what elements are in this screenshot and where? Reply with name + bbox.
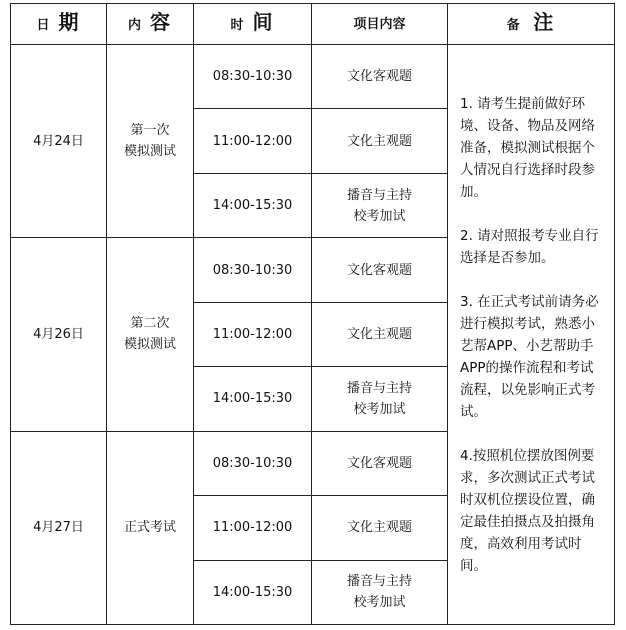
schedule-table: [10, 3, 615, 625]
item-cell: [312, 173, 448, 237]
content-cell: [107, 431, 194, 624]
time-cell: 14:00-15:30: [194, 367, 312, 431]
item-cell: [312, 431, 448, 495]
header-content: 内 容: [107, 4, 194, 45]
date-cell: 4月27日: [11, 431, 107, 624]
item-line: 文化主观题: [346, 326, 412, 342]
item-line: 文化主观题: [346, 133, 412, 149]
content-line: 第一次: [130, 123, 170, 139]
time-cell: 08:30-10:30: [194, 45, 312, 109]
item-cell: [312, 109, 448, 173]
header-item: 项目内容: [312, 4, 448, 45]
note-paragraph: 3. 在正式考试前请务必进行模拟考试，熟悉小艺帮APP、小艺帮助手APP的操作流程和考试流程，以免影响正式考试。: [460, 293, 599, 420]
note-paragraph: 1. 请考生提前做好环境、设备、物品及网络准备，模拟测试根据个人情况自行选择时段参加。: [460, 95, 595, 200]
content-line: 正式考试: [123, 520, 176, 536]
content-cell: [107, 238, 194, 431]
time-cell: 11:00-12:00: [194, 496, 312, 560]
note-paragraph: 4.按照机位摆放图例要求，多次测试正式考试时双机位摆设位置，确定最佳拍摄点及拍摄角度，高效利用考试时间。: [460, 447, 595, 574]
item-cell: [312, 45, 448, 109]
item-line: 播音与主持: [346, 574, 412, 590]
item-line: 文化主观题: [346, 520, 412, 536]
time-cell: 11:00-12:00: [194, 109, 312, 173]
item-line: 校考加试: [353, 595, 406, 611]
notes-cell: [448, 45, 615, 625]
item-line: 播音与主持: [346, 380, 412, 396]
item-cell: [312, 302, 448, 366]
time-cell: 14:00-15:30: [194, 560, 312, 625]
header-notes: 备 注: [448, 4, 615, 45]
header-time: 时 间: [194, 4, 312, 45]
item-line: 校考加试: [353, 401, 406, 417]
item-line: 文化客观题: [346, 455, 412, 471]
item-cell: [312, 238, 448, 302]
item-cell: [312, 560, 448, 625]
item-line: 文化客观题: [346, 262, 412, 278]
date-cell: 4月24日: [11, 45, 107, 238]
time-cell: 14:00-15:30: [194, 173, 312, 237]
item-line: 校考加试: [353, 208, 406, 224]
table-row: [11, 45, 615, 109]
time-cell: 08:30-10:30: [194, 431, 312, 495]
item-cell: [312, 367, 448, 431]
content-line: 第二次: [130, 316, 170, 332]
header-row: [11, 4, 615, 45]
content-line: 模拟测试: [123, 144, 176, 160]
date-cell: 4月26日: [11, 238, 107, 431]
item-line: 播音与主持: [346, 187, 412, 203]
content-cell: [107, 45, 194, 238]
note-paragraph: 2. 请对照报考专业自行选择是否参加。: [460, 227, 599, 266]
item-line: 文化客观题: [346, 69, 412, 85]
item-cell: [312, 496, 448, 560]
content-line: 模拟测试: [123, 337, 176, 353]
time-cell: 08:30-10:30: [194, 238, 312, 302]
header-date: 日 期: [11, 4, 107, 45]
time-cell: 11:00-12:00: [194, 302, 312, 366]
